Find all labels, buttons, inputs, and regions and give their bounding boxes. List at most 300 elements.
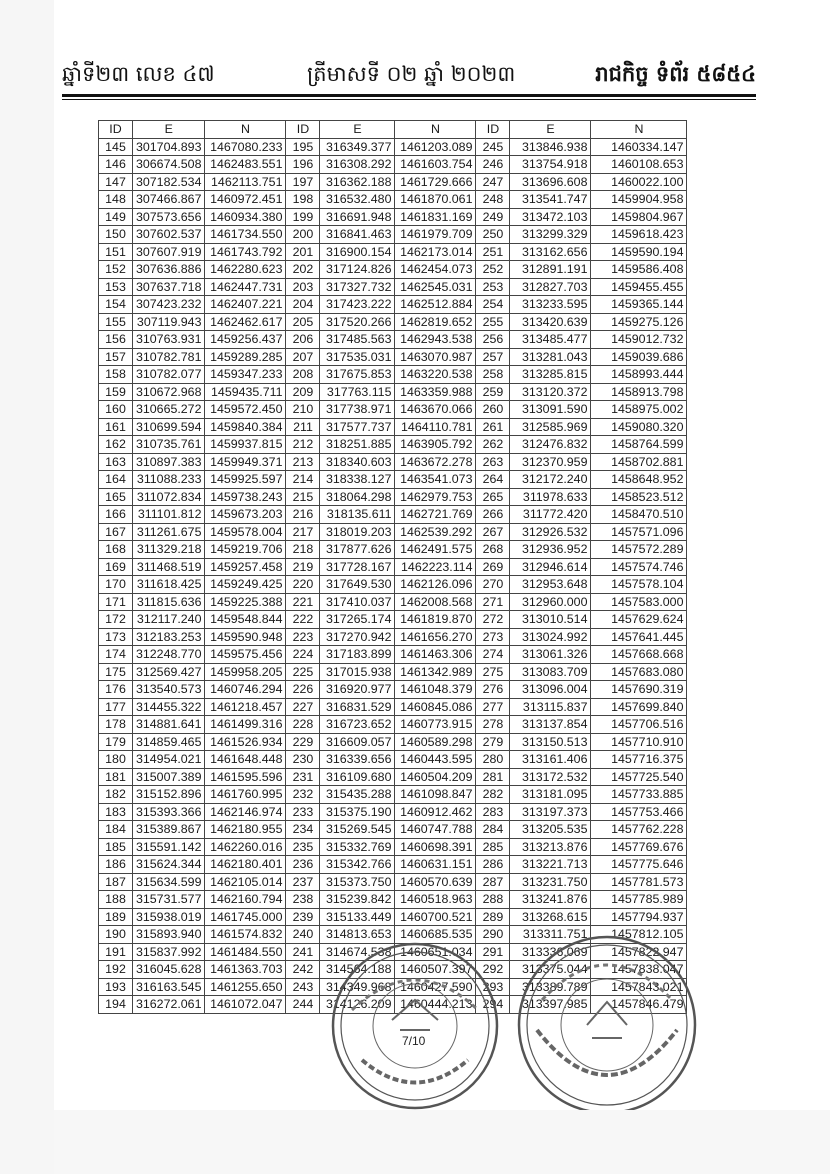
cell-id: 199 [286, 208, 320, 226]
cell-easting: 317738.971 [320, 401, 395, 419]
table-row [99, 908, 687, 926]
cell-easting: 313281.043 [510, 348, 591, 366]
cell-id: 157 [99, 348, 133, 366]
cell-id: 148 [99, 191, 133, 209]
cell-id: 284 [476, 821, 510, 839]
cell-northing: 1457716.375 [591, 751, 687, 769]
cell-northing: 1462462.617 [205, 313, 286, 331]
cell-easting: 313181.095 [510, 786, 591, 804]
cell-northing: 1458702.881 [591, 453, 687, 471]
cell-id: 236 [286, 856, 320, 874]
cell-northing: 1460845.086 [395, 698, 476, 716]
column-header: N [205, 121, 286, 139]
cell-easting: 311978.633 [510, 488, 591, 506]
cell-id: 154 [99, 296, 133, 314]
cell-northing: 1461603.754 [395, 156, 476, 174]
cell-northing: 1459590.194 [591, 243, 687, 261]
cell-northing: 1461363.703 [205, 961, 286, 979]
cell-id: 242 [286, 961, 320, 979]
cell-easting: 317410.037 [320, 593, 395, 611]
column-header: ID [99, 121, 133, 139]
cell-easting: 313754.918 [510, 156, 591, 174]
cell-id: 159 [99, 383, 133, 401]
cell-easting: 315133.449 [320, 908, 395, 926]
cell-easting: 316349.377 [320, 138, 395, 156]
cell-easting: 310782.781 [133, 348, 205, 366]
cell-id: 251 [476, 243, 510, 261]
cell-northing: 1459012.732 [591, 331, 687, 349]
cell-easting: 315375.190 [320, 803, 395, 821]
cell-easting: 313091.590 [510, 401, 591, 419]
cell-easting: 314455.322 [133, 698, 205, 716]
cell-id: 253 [476, 278, 510, 296]
cell-northing: 1459925.597 [205, 471, 286, 489]
page-bottom-margin [54, 1110, 830, 1174]
cell-id: 247 [476, 173, 510, 191]
cell-easting: 313150.513 [510, 733, 591, 751]
cell-easting: 316109.680 [320, 768, 395, 786]
cell-easting: 315269.545 [320, 821, 395, 839]
table-header-row [99, 121, 687, 139]
column-header: ID [476, 121, 510, 139]
table-row [99, 611, 687, 629]
cell-id: 286 [476, 856, 510, 874]
cell-easting: 301704.893 [133, 138, 205, 156]
cell-northing: 1459586.408 [591, 261, 687, 279]
cell-easting: 312183.253 [133, 628, 205, 646]
cell-id: 261 [476, 418, 510, 436]
cell-northing: 1457583.000 [591, 593, 687, 611]
cell-northing: 1457578.104 [591, 576, 687, 594]
cell-northing: 1459904.958 [591, 191, 687, 209]
cell-id: 145 [99, 138, 133, 156]
gazette-header [62, 58, 756, 90]
table-row [99, 348, 687, 366]
cell-id: 150 [99, 226, 133, 244]
cell-id: 164 [99, 471, 133, 489]
cell-id: 273 [476, 628, 510, 646]
cell-northing: 1460747.788 [395, 821, 476, 839]
cell-easting: 317015.938 [320, 663, 395, 681]
table-row [99, 856, 687, 874]
cell-easting: 317327.732 [320, 278, 395, 296]
cell-northing: 1460334.147 [591, 138, 687, 156]
cell-easting: 311072.834 [133, 488, 205, 506]
cell-easting: 311772.420 [510, 506, 591, 524]
cell-id: 167 [99, 523, 133, 541]
cell-easting: 317577.737 [320, 418, 395, 436]
table-row [99, 838, 687, 856]
cell-id: 249 [476, 208, 510, 226]
cell-id: 147 [99, 173, 133, 191]
column-header: E [510, 121, 591, 139]
cell-id: 168 [99, 541, 133, 559]
cell-northing: 1459225.388 [205, 593, 286, 611]
cell-northing: 1463670.066 [395, 401, 476, 419]
table-row [99, 418, 687, 436]
cell-easting: 316900.154 [320, 243, 395, 261]
cell-id: 204 [286, 296, 320, 314]
cell-id: 266 [476, 506, 510, 524]
official-seal-left [322, 940, 508, 1112]
cell-id: 239 [286, 908, 320, 926]
table-row [99, 138, 687, 156]
cell-northing: 1461595.596 [205, 768, 286, 786]
cell-id: 274 [476, 646, 510, 664]
cell-easting: 307637.718 [133, 278, 205, 296]
cell-northing: 1457733.885 [591, 786, 687, 804]
column-header: E [133, 121, 205, 139]
cell-id: 194 [99, 996, 133, 1014]
cell-northing: 1462280.623 [205, 261, 286, 279]
cell-northing: 1459256.437 [205, 331, 286, 349]
cell-id: 198 [286, 191, 320, 209]
cell-easting: 311088.233 [133, 471, 205, 489]
cell-northing: 1459275.126 [591, 313, 687, 331]
cell-easting: 310672.968 [133, 383, 205, 401]
cell-easting: 313233.595 [510, 296, 591, 314]
cell-id: 222 [286, 611, 320, 629]
cell-easting: 312891.191 [510, 261, 591, 279]
cell-easting: 313083.709 [510, 663, 591, 681]
table-row [99, 488, 687, 506]
cell-easting: 307466.867 [133, 191, 205, 209]
cell-id: 207 [286, 348, 320, 366]
coordinates-table [98, 120, 687, 1014]
cell-northing: 1457699.840 [591, 698, 687, 716]
cell-id: 146 [99, 156, 133, 174]
cell-northing: 1460570.639 [395, 873, 476, 891]
cell-northing: 1461819.870 [395, 611, 476, 629]
cell-id: 155 [99, 313, 133, 331]
cell-northing: 1459673.203 [205, 506, 286, 524]
cell-id: 279 [476, 733, 510, 751]
cell-id: 250 [476, 226, 510, 244]
cell-easting: 314349.968 [320, 978, 395, 996]
table-row [99, 681, 687, 699]
cell-northing: 1459572.450 [205, 401, 286, 419]
cell-easting: 314954.021 [133, 751, 205, 769]
cell-id: 171 [99, 593, 133, 611]
table-row [99, 786, 687, 804]
cell-easting: 315239.842 [320, 891, 395, 909]
cell-easting: 315893.940 [133, 926, 205, 944]
table-row [99, 803, 687, 821]
cell-easting: 318251.885 [320, 436, 395, 454]
cell-id: 288 [476, 891, 510, 909]
cell-northing: 1461979.709 [395, 226, 476, 244]
cell-easting: 307182.534 [133, 173, 205, 191]
table-row [99, 716, 687, 734]
cell-northing: 1461656.270 [395, 628, 476, 646]
cell-northing: 1461072.047 [205, 996, 286, 1014]
cell-id: 183 [99, 803, 133, 821]
cell-northing: 1457690.319 [591, 681, 687, 699]
cell-easting: 315332.769 [320, 838, 395, 856]
cell-id: 264 [476, 471, 510, 489]
cell-northing: 1461648.448 [205, 751, 286, 769]
column-header: N [395, 121, 476, 139]
cell-id: 176 [99, 681, 133, 699]
cell-northing: 1459937.815 [205, 436, 286, 454]
cell-northing: 1462943.538 [395, 331, 476, 349]
cell-easting: 313024.992 [510, 628, 591, 646]
cell-easting: 315152.896 [133, 786, 205, 804]
cell-northing: 1457785.989 [591, 891, 687, 909]
cell-easting: 316609.057 [320, 733, 395, 751]
cell-easting: 306674.508 [133, 156, 205, 174]
cell-easting: 315389.867 [133, 821, 205, 839]
cell-easting: 311815.636 [133, 593, 205, 611]
cell-easting: 316308.292 [320, 156, 395, 174]
cell-easting: 312585.969 [510, 418, 591, 436]
cell-northing: 1459575.456 [205, 646, 286, 664]
cell-northing: 1461574.832 [205, 926, 286, 944]
table-row [99, 261, 687, 279]
cell-id: 158 [99, 366, 133, 384]
cell-northing: 1462126.096 [395, 576, 476, 594]
cell-northing: 1462454.073 [395, 261, 476, 279]
cell-id: 190 [99, 926, 133, 944]
cell-northing: 1458764.599 [591, 436, 687, 454]
cell-northing: 1460504.209 [395, 768, 476, 786]
cell-id: 201 [286, 243, 320, 261]
cell-id: 248 [476, 191, 510, 209]
cell-northing: 1457794.937 [591, 908, 687, 926]
cell-id: 259 [476, 383, 510, 401]
cell-easting: 311329.218 [133, 541, 205, 559]
cell-easting: 316045.628 [133, 961, 205, 979]
cell-easting: 316920.977 [320, 681, 395, 699]
cell-id: 221 [286, 593, 320, 611]
cell-id: 265 [476, 488, 510, 506]
cell-northing: 1460934.380 [205, 208, 286, 226]
cell-easting: 317485.563 [320, 331, 395, 349]
table-row [99, 331, 687, 349]
cell-easting: 310897.383 [133, 453, 205, 471]
cell-northing: 1459590.948 [205, 628, 286, 646]
cell-northing: 1459365.144 [591, 296, 687, 314]
cell-northing: 1463672.278 [395, 453, 476, 471]
cell-northing: 1462160.794 [205, 891, 286, 909]
cell-id: 165 [99, 488, 133, 506]
cell-easting: 317763.115 [320, 383, 395, 401]
cell-easting: 312172.240 [510, 471, 591, 489]
cell-id: 293 [476, 978, 510, 996]
cell-easting: 313115.837 [510, 698, 591, 716]
cell-northing: 1460746.294 [205, 681, 286, 699]
cell-id: 233 [286, 803, 320, 821]
cell-northing: 1460912.462 [395, 803, 476, 821]
cell-northing: 1459455.455 [591, 278, 687, 296]
cell-id: 268 [476, 541, 510, 559]
cell-easting: 313336.069 [510, 943, 591, 961]
cell-id: 196 [286, 156, 320, 174]
cell-easting: 313137.854 [510, 716, 591, 734]
cell-id: 282 [476, 786, 510, 804]
cell-easting: 317675.853 [320, 366, 395, 384]
cell-easting: 313541.747 [510, 191, 591, 209]
cell-northing: 1461203.089 [395, 138, 476, 156]
cell-easting: 311261.675 [133, 523, 205, 541]
cell-northing: 1457762.228 [591, 821, 687, 839]
cell-easting: 318338.127 [320, 471, 395, 489]
cell-northing: 1457775.646 [591, 856, 687, 874]
cell-easting: 314674.538 [320, 943, 395, 961]
cell-id: 170 [99, 576, 133, 594]
cell-id: 186 [99, 856, 133, 874]
cell-northing: 1458975.002 [591, 401, 687, 419]
cell-northing: 1458993.444 [591, 366, 687, 384]
cell-id: 189 [99, 908, 133, 926]
cell-id: 255 [476, 313, 510, 331]
table-row [99, 366, 687, 384]
cell-northing: 1459347.233 [205, 366, 286, 384]
cell-northing: 1461255.650 [205, 978, 286, 996]
cell-northing: 1462008.568 [395, 593, 476, 611]
header-rule-thick [62, 94, 756, 97]
cell-id: 226 [286, 681, 320, 699]
table-row [99, 453, 687, 471]
cell-easting: 313120.372 [510, 383, 591, 401]
cell-easting: 313213.876 [510, 838, 591, 856]
table-row [99, 768, 687, 786]
cell-easting: 316841.463 [320, 226, 395, 244]
cell-id: 275 [476, 663, 510, 681]
cell-northing: 1457812.105 [591, 926, 687, 944]
cell-northing: 1461743.792 [205, 243, 286, 261]
cell-easting: 312117.240 [133, 611, 205, 629]
table-row [99, 243, 687, 261]
cell-easting: 315634.599 [133, 873, 205, 891]
cell-northing: 1458648.952 [591, 471, 687, 489]
cell-northing: 1462491.575 [395, 541, 476, 559]
cell-northing: 1459548.844 [205, 611, 286, 629]
cell-northing: 1460444.213 [395, 996, 476, 1014]
cell-northing: 1460022.100 [591, 173, 687, 191]
table-row [99, 593, 687, 611]
cell-id: 179 [99, 733, 133, 751]
cell-northing: 1459958.205 [205, 663, 286, 681]
cell-id: 285 [476, 838, 510, 856]
cell-northing: 1463220.538 [395, 366, 476, 384]
cell-easting: 313540.573 [133, 681, 205, 699]
cell-northing: 1459289.285 [205, 348, 286, 366]
cell-id: 202 [286, 261, 320, 279]
cell-easting: 313485.477 [510, 331, 591, 349]
cell-easting: 315373.750 [320, 873, 395, 891]
cell-id: 235 [286, 838, 320, 856]
cell-easting: 312953.648 [510, 576, 591, 594]
cell-easting: 312936.952 [510, 541, 591, 559]
cell-easting: 310735.761 [133, 436, 205, 454]
cell-easting: 316339.656 [320, 751, 395, 769]
cell-easting: 313472.103 [510, 208, 591, 226]
cell-id: 267 [476, 523, 510, 541]
cell-easting: 310763.931 [133, 331, 205, 349]
cell-northing: 1459840.384 [205, 418, 286, 436]
cell-id: 206 [286, 331, 320, 349]
cell-easting: 314813.653 [320, 926, 395, 944]
cell-id: 292 [476, 961, 510, 979]
cell-easting: 315342.766 [320, 856, 395, 874]
cell-id: 262 [476, 436, 510, 454]
cell-id: 291 [476, 943, 510, 961]
table-row [99, 313, 687, 331]
cell-northing: 1457769.676 [591, 838, 687, 856]
cell-northing: 1462819.652 [395, 313, 476, 331]
cell-northing: 1460698.391 [395, 838, 476, 856]
cell-id: 219 [286, 558, 320, 576]
cell-id: 160 [99, 401, 133, 419]
cell-northing: 1461048.379 [395, 681, 476, 699]
cell-id: 227 [286, 698, 320, 716]
cell-northing: 1460589.298 [395, 733, 476, 751]
cell-easting: 318064.298 [320, 488, 395, 506]
cell-easting: 311101.812 [133, 506, 205, 524]
cell-northing: 1457838.047 [591, 961, 687, 979]
table-row [99, 646, 687, 664]
cell-id: 243 [286, 978, 320, 996]
cell-id: 161 [99, 418, 133, 436]
cell-easting: 313161.406 [510, 751, 591, 769]
cell-id: 163 [99, 453, 133, 471]
cell-northing: 1461734.550 [205, 226, 286, 244]
cell-easting: 316831.529 [320, 698, 395, 716]
cell-northing: 1461218.457 [205, 698, 286, 716]
cell-easting: 316272.061 [133, 996, 205, 1014]
cell-northing: 1460700.521 [395, 908, 476, 926]
cell-id: 210 [286, 401, 320, 419]
page-left-margin [0, 0, 54, 1174]
cell-id: 178 [99, 716, 133, 734]
cell-easting: 317520.266 [320, 313, 395, 331]
cell-easting: 313241.876 [510, 891, 591, 909]
cell-id: 173 [99, 628, 133, 646]
cell-id: 193 [99, 978, 133, 996]
cell-id: 228 [286, 716, 320, 734]
cell-easting: 313205.535 [510, 821, 591, 839]
cell-id: 220 [286, 576, 320, 594]
cell-id: 187 [99, 873, 133, 891]
cell-easting: 313172.532 [510, 768, 591, 786]
cell-id: 294 [476, 996, 510, 1014]
cell-easting: 313285.815 [510, 366, 591, 384]
cell-northing: 1461342.989 [395, 663, 476, 681]
cell-id: 216 [286, 506, 320, 524]
cell-id: 182 [99, 786, 133, 804]
cell-easting: 315435.288 [320, 786, 395, 804]
cell-easting: 313375.044 [510, 961, 591, 979]
cell-id: 272 [476, 611, 510, 629]
table-row [99, 576, 687, 594]
cell-easting: 317535.031 [320, 348, 395, 366]
cell-easting: 312946.614 [510, 558, 591, 576]
cell-easting: 313311.751 [510, 926, 591, 944]
cell-northing: 1460631.151 [395, 856, 476, 874]
cell-easting: 313061.326 [510, 646, 591, 664]
cell-easting: 314564.188 [320, 961, 395, 979]
cell-id: 252 [476, 261, 510, 279]
cell-easting: 313420.639 [510, 313, 591, 331]
cell-easting: 313846.938 [510, 138, 591, 156]
cell-id: 280 [476, 751, 510, 769]
cell-northing: 1459249.425 [205, 576, 286, 594]
cell-easting: 311468.519 [133, 558, 205, 576]
cell-id: 192 [99, 961, 133, 979]
cell-easting: 313096.004 [510, 681, 591, 699]
table-row [99, 278, 687, 296]
